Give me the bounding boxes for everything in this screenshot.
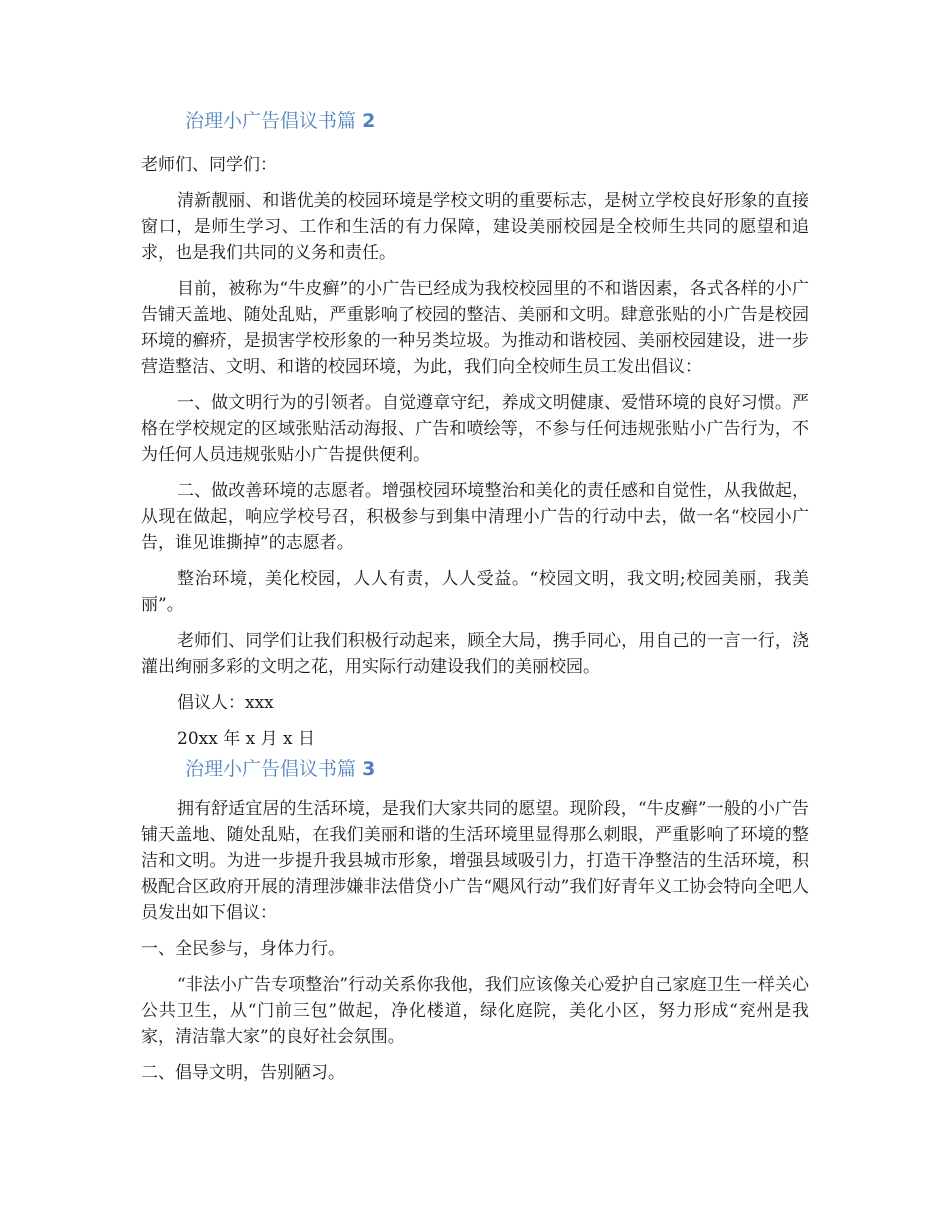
paragraph: 一、做文明行为的引领者。自觉遵章守纪，养成文明健康、爱惜环境的良好习惯。严格在学校规定的区域张贴活动海报、广告和喷绘等，不参与任何违规张贴小广告行为，不为任何人员违规张贴小广告提供便利。 [141,393,809,465]
section-2-number: 2 [362,110,376,132]
paragraph: 清新靓丽、和谐优美的校园环境是学校文明的重要标志，是树立学校良好形象的直接窗口，是师生学习、工作和生活的有力保障，建设美丽校园是全校师生共同的愿望和追求，也是我们共同的义务和责任。 [141,191,809,263]
paragraph: 目前，被称为“牛皮癣”的小广告已经成为我校校园里的不和谐因素，各式各样的小广告铺天盖地、随处乱贴，严重影响了校园的整洁、美丽和文明。肆意张贴的小广告是校园环境的癣疥，是损害学校形象的一种另类垃圾。为推动和谐校园、美丽校园建设，进一步营造整洁、文明、和谐的校园环境，为此，我们向全校师生员工发出倡议： [141,279,809,377]
section-2-heading [185,106,809,136]
paragraph: “非法小广告专项整治”行动关系你我他，我们应该像关心爱护自己家庭卫生一样关心公共卫生，从“门前三包”做起，净化楼道，绿化庭院，美化小区，努力形成“兖州是我家，清洁靠大家”的良好社会氛围。 [141,975,809,1047]
section-3-title: 治理小广告倡议书篇 [185,758,357,780]
paragraph: 二、做改善环境的志愿者。增强校园环境整治和美化的责任感和自觉性，从我做起，从现在做起，响应学校号召，积极参与到集中清理小广告的行动中去，做一名“校园小广告，谁见谁撕掉”的志愿者。 [141,481,809,553]
signer: 倡议人：xxx [177,693,274,713]
paragraph: 整治环境，美化校园，人人有责，人人受益。“校园文明，我文明;校园美丽，我美丽”。 [141,569,809,615]
date: 20xx 年 x 月 x 日 [177,729,316,749]
section-3-heading [185,754,809,784]
section-2-title: 治理小广告倡议书篇 [185,110,357,132]
paragraph: 拥有舒适宜居的生活环境，是我们大家共同的愿望。现阶段，“牛皮癣”一般的小广告铺天盖地、随处乱贴，在我们美丽和谐的生活环境里显得那么刺眼，严重影响了环境的整洁和文明。为进一步提升我县城市形象，增强县域吸引力，打造干净整洁的生活环境，积极配合区政府开展的清理涉嫌非法借贷小广告“飓风行动”我们好青年义工协会特向全吧人员发出如下倡议： [141,799,809,923]
paragraph: 老师们、同学们让我们积极行动起来，顾全大局，携手同心，用自己的一言一行，浇灌出绚丽多彩的文明之花，用实际行动建设我们的美丽校园。 [141,631,809,677]
item-2-title: 二、倡导文明，告别陋习。 [141,1063,345,1083]
item-1-title: 一、全民参与，身体力行。 [141,939,345,959]
document-body [141,106,809,1086]
section-3-number: 3 [362,758,376,780]
salutation: 老师们、同学们： [141,155,277,175]
